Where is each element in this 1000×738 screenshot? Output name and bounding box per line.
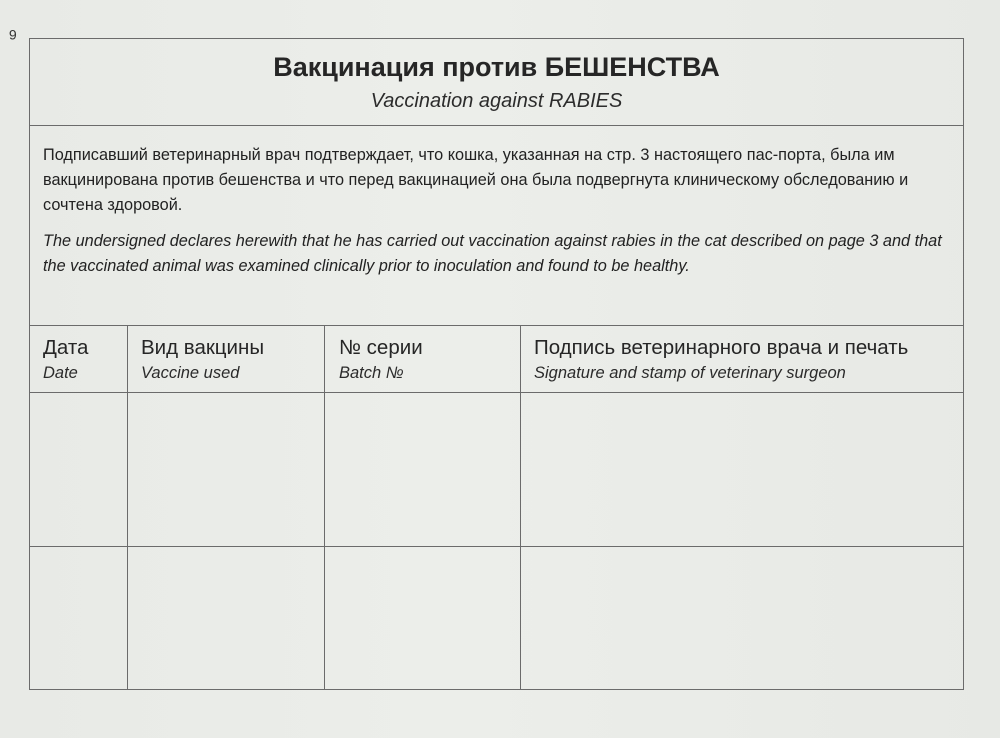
page-number: 6 <box>9 27 17 43</box>
vaccine-cell[interactable] <box>128 547 324 690</box>
vaccination-table <box>30 325 963 690</box>
date-cell[interactable] <box>30 393 127 546</box>
column-header-en: Date <box>43 364 78 382</box>
declaration <box>43 143 948 279</box>
signature-cell[interactable] <box>521 547 963 690</box>
column-header-en: Vaccine used <box>141 364 240 382</box>
column-header-ru: Дата <box>43 336 89 359</box>
column-header-ru: Вид вакцины <box>141 336 265 359</box>
batch-cell[interactable] <box>325 547 520 690</box>
batch-cell[interactable] <box>325 393 520 546</box>
column-header-ru: № серии <box>339 336 423 359</box>
declaration-english: The undersigned declares herewith that he has carried out vaccination against rabies in the cat described on page 3 and that the vaccinated animal was examined clinically prior to inoculation and found to be healthy. <box>43 232 942 275</box>
column-header-batch <box>339 336 423 383</box>
rabies-vaccination-form <box>29 38 964 690</box>
title-english: Vaccination against RABIES <box>370 90 623 112</box>
signature-cell[interactable] <box>521 393 963 546</box>
title-block <box>30 39 963 126</box>
column-header-date <box>43 336 88 383</box>
date-cell[interactable] <box>30 547 127 690</box>
vaccine-cell[interactable] <box>128 393 324 546</box>
title-russian: Вакцинация против БЕШЕНСТВА <box>273 52 720 82</box>
column-header-ru: Подпись ветеринарного врача и печать <box>534 336 909 359</box>
column-header-en: Signature and stamp of veterinary surgeon <box>534 364 846 382</box>
column-header-en: Batch № <box>339 364 404 382</box>
column-header-signature <box>534 336 908 383</box>
declaration-russian: Подписавший ветеринарный врач подтверждает, что кошка, указанная на стр. 3 настоящего пас-порта, была им вакцинирована против бешенства и что перед вакцинацией она была подвергнута клиническому обследованию и сочтена здоровой. <box>43 146 909 214</box>
column-header-vaccine <box>141 336 264 383</box>
